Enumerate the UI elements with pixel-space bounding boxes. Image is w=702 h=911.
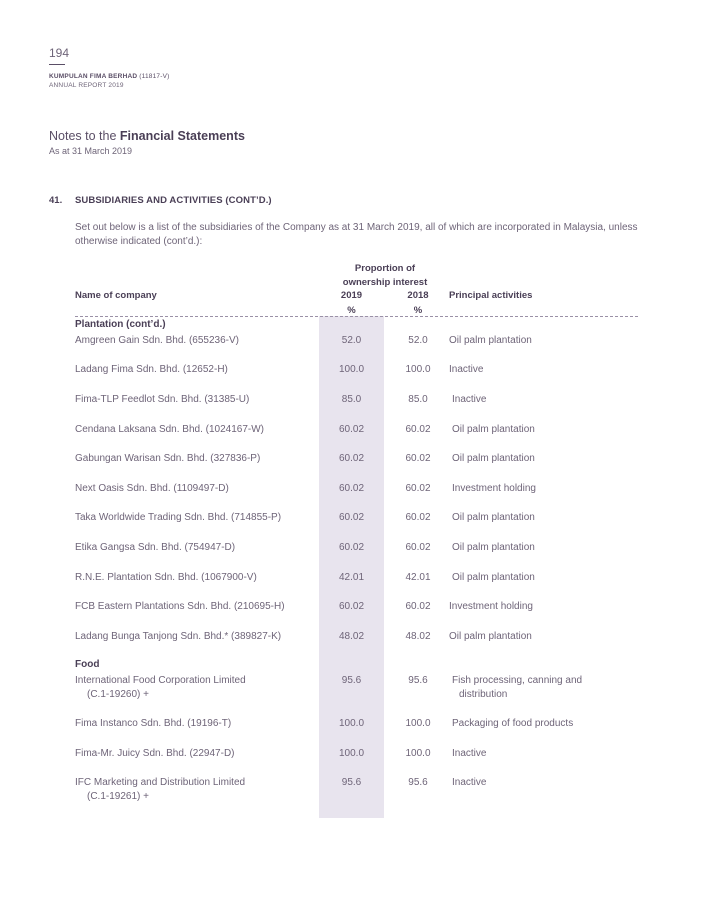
interest-2019-cell: 48.02 <box>338 631 365 642</box>
activity-cell <box>452 747 652 761</box>
interest-2019-cell: 60.02 <box>338 453 365 464</box>
activity-text: Inactive <box>452 777 487 788</box>
interest-2018-cell: 100.0 <box>405 718 431 729</box>
company-name-cell <box>75 452 315 466</box>
activity-text: Oil palm plantation <box>452 453 535 464</box>
interest-2018-cell: 100.0 <box>405 364 431 375</box>
company-name-continuation: (C.1-19260) + <box>87 689 149 700</box>
activity-cell <box>452 776 652 790</box>
company-name-cell <box>75 482 315 496</box>
activity-text: Fish processing, canning and <box>452 675 583 686</box>
company-name-cell <box>75 776 315 804</box>
company-name: KUMPULAN FIMA BERHAD <box>49 73 138 80</box>
activity-text: Inactive <box>449 364 484 375</box>
activity-cell <box>452 541 652 555</box>
activity-cell <box>449 363 649 377</box>
company-name-text: Fima-TLP Feedlot Sdn. Bhd. (31385-U) <box>75 394 250 405</box>
section-title: SUBSIDIARIES AND ACTIVITIES (CONT’D.) <box>75 195 272 206</box>
header-year-2019: 2019 <box>340 290 363 301</box>
interest-2019-cell: 52.0 <box>341 335 362 346</box>
interest-2018-cell: 85.0 <box>408 394 428 405</box>
company-name-cell <box>75 571 315 585</box>
activity-cell <box>452 452 652 466</box>
section-number: 41. <box>49 195 63 206</box>
interest-2018-cell: 100.0 <box>405 748 431 759</box>
activity-cell <box>449 334 649 348</box>
company-name-text: Fima Instanco Sdn. Bhd. (19196-T) <box>75 718 232 729</box>
activity-cell <box>449 630 649 644</box>
interest-2019-cell: 60.02 <box>338 512 365 523</box>
interest-2019-cell: 100.0 <box>338 748 365 759</box>
header-pct-2019: % <box>347 305 356 316</box>
header-name: Name of company <box>75 290 157 301</box>
company-name-continuation: (C.1-19261) + <box>87 791 149 802</box>
company-name-cell <box>75 630 315 644</box>
activity-cell <box>452 571 652 585</box>
company-line <box>49 73 170 80</box>
interest-2018-cell: 60.02 <box>405 453 431 464</box>
company-name-cell <box>75 674 315 702</box>
company-name-text: Fima-Mr. Juicy Sdn. Bhd. (22947-D) <box>75 748 235 759</box>
category-plantation: Plantation (cont’d.) <box>75 319 166 330</box>
interest-2018-cell: 42.01 <box>405 572 431 583</box>
notes-title-prefix: Notes to the <box>49 129 117 143</box>
interest-2019-cell: 100.0 <box>338 718 365 729</box>
company-name-text: Taka Worldwide Trading Sdn. Bhd. (714855-P) <box>75 512 282 523</box>
interest-2018-cell: 60.02 <box>405 512 431 523</box>
company-name-cell <box>75 600 315 614</box>
page-number: 194 <box>49 46 70 60</box>
notes-title-bold: Financial Statements <box>119 129 245 143</box>
company-name-text: Amgreen Gain Sdn. Bhd. (655236-V) <box>75 335 239 346</box>
interest-2019-cell: 60.02 <box>338 542 365 553</box>
activity-text: Investment holding <box>452 483 536 494</box>
notes-subtitle: As at 31 March 2019 <box>49 146 133 156</box>
interest-2018-cell: 52.0 <box>408 335 428 346</box>
activity-cell <box>452 393 652 407</box>
activity-continuation: distribution <box>459 689 508 700</box>
interest-2019-cell: 60.02 <box>338 483 365 494</box>
interest-2018-cell: 60.02 <box>405 424 431 435</box>
activity-cell <box>452 423 652 437</box>
activity-text: Oil palm plantation <box>449 631 532 642</box>
header-proportion <box>320 262 450 290</box>
company-name-cell <box>75 541 315 555</box>
header-divider <box>75 316 638 317</box>
notes-title <box>49 129 245 143</box>
company-name-text: R.N.E. Plantation Sdn. Bhd. (1067900-V) <box>75 572 257 583</box>
header-activities: Principal activities <box>449 290 533 301</box>
interest-2019-cell: 60.02 <box>338 424 365 435</box>
interest-2019-cell: 85.0 <box>341 394 362 405</box>
interest-2019-cell: 60.02 <box>338 601 365 612</box>
column-2019-shading <box>319 316 384 818</box>
interest-2018-cell: 48.02 <box>405 631 431 642</box>
activity-text: Oil palm plantation <box>452 424 535 435</box>
interest-2018-cell: 95.6 <box>408 675 428 686</box>
company-name-cell <box>75 423 315 437</box>
company-name-text: Gabungan Warisan Sdn. Bhd. (327836-P) <box>75 453 261 464</box>
activity-text: Oil palm plantation <box>452 542 535 553</box>
company-name-text: Ladang Fima Sdn. Bhd. (12652-H) <box>75 364 228 375</box>
company-name-text: Etika Gangsa Sdn. Bhd. (754947-D) <box>75 542 236 553</box>
interest-2018-cell: 60.02 <box>405 601 431 612</box>
company-name-cell <box>75 717 315 731</box>
interest-2018-cell: 60.02 <box>405 483 431 494</box>
header-pct-2018: % <box>413 305 423 316</box>
company-name-cell <box>75 393 315 407</box>
company-name-text: IFC Marketing and Distribution Limited <box>75 777 246 788</box>
company-name-cell <box>75 363 315 377</box>
interest-2018-cell: 60.02 <box>405 542 431 553</box>
company-name-text: Ladang Bunga Tanjong Sdn. Bhd.* (389827-K) <box>75 631 282 642</box>
activity-cell <box>452 717 652 731</box>
company-name-text: Cendana Laksana Sdn. Bhd. (1024167-W) <box>75 424 265 435</box>
header-year-2018: 2018 <box>407 290 429 301</box>
activity-text: Oil palm plantation <box>449 335 532 346</box>
company-name-text: FCB Eastern Plantations Sdn. Bhd. (210695-H) <box>75 601 285 612</box>
header-proportion-line1: Proportion of <box>354 263 416 274</box>
activity-text: Inactive <box>452 748 487 759</box>
company-name-cell <box>75 334 315 348</box>
company-name-text: International Food Corporation Limited <box>75 675 246 686</box>
activity-cell <box>452 674 652 702</box>
company-name-cell <box>75 747 315 761</box>
company-name-text: Next Oasis Sdn. Bhd. (1109497-D) <box>75 483 229 494</box>
company-name-cell <box>75 511 315 525</box>
page-number-rule <box>49 64 65 65</box>
interest-2019-cell: 42.01 <box>338 572 365 583</box>
interest-2019-cell: 95.6 <box>341 675 362 686</box>
activity-text: Oil palm plantation <box>452 512 535 523</box>
section-intro: Set out below is a list of the subsidiaries of the Company as at 31 March 2019, all of which are incorporated in Malaysia, unless otherwise indicated (cont’d.): <box>75 222 638 247</box>
activity-text: Inactive <box>452 394 487 405</box>
interest-2019-cell: 100.0 <box>338 364 365 375</box>
interest-2018-cell: 95.6 <box>408 777 428 788</box>
header-proportion-line2: ownership interest <box>342 277 428 288</box>
activity-cell <box>452 482 652 496</box>
activity-text: Investment holding <box>449 601 533 612</box>
activity-text: Packaging of food products <box>452 718 574 729</box>
company-reg: (11817-V) <box>139 73 170 80</box>
report-title: ANNUAL REPORT 2019 <box>49 82 124 89</box>
category-food: Food <box>75 659 100 670</box>
activity-cell <box>449 600 649 614</box>
activity-cell <box>452 511 652 525</box>
interest-2019-cell: 95.6 <box>341 777 362 788</box>
activity-text: Oil palm plantation <box>452 572 535 583</box>
